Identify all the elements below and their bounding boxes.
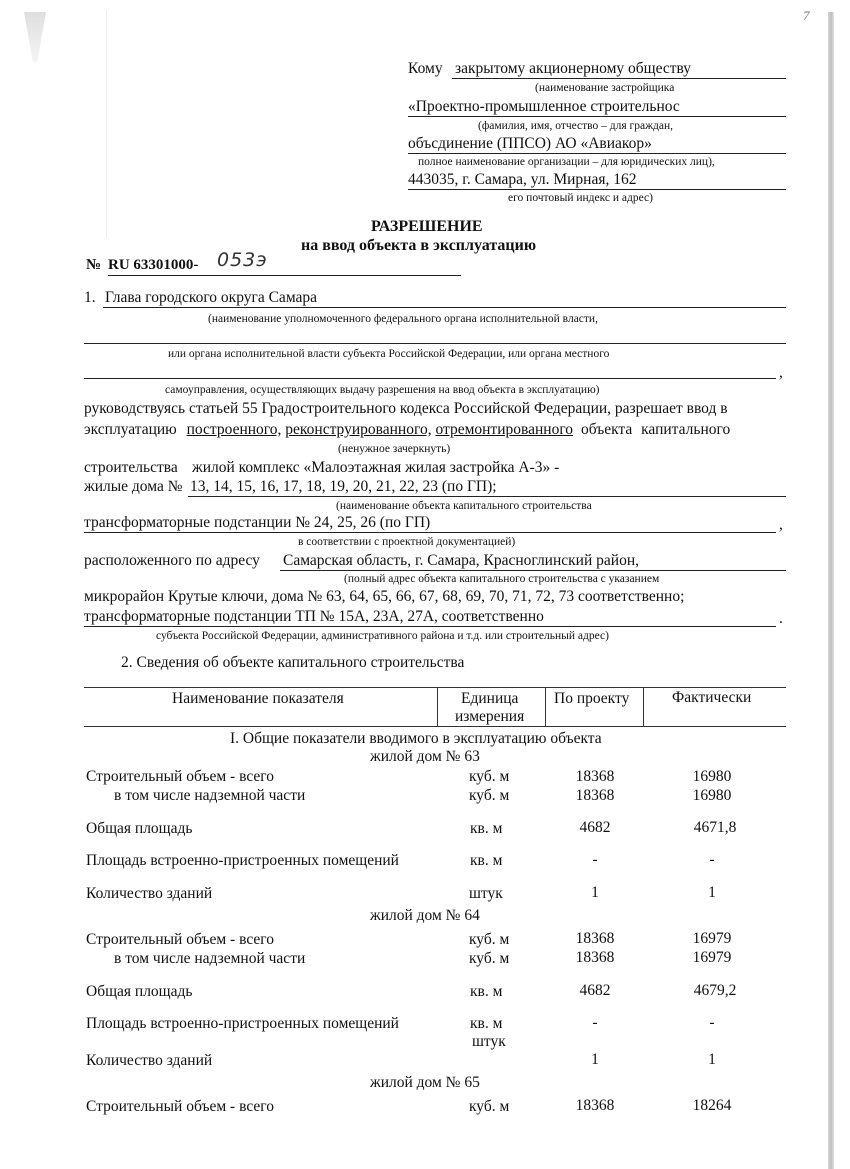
document-title: РАЗРЕШЕНИЕ [371, 218, 483, 235]
underline [103, 307, 786, 308]
underline [408, 116, 786, 117]
object-address-3: трансформаторные подстанции ТП № 15А, 23А, 27А, соответственно [84, 608, 544, 625]
hint-authority-3: самоуправления, осуществляющих выдачу разрешения на ввод объекта в эксплуатацию) [165, 384, 600, 396]
row-project: 18368 [575, 930, 615, 947]
header-indicator-name: Наименование показателя [172, 690, 344, 707]
hint-project-docs: в соответствии с проектной документацией) [298, 536, 516, 548]
underline [408, 153, 786, 154]
header-unit-2: измерения [455, 708, 525, 725]
row-project: 18368 [575, 787, 615, 804]
row-unit: куб. м [469, 787, 510, 804]
object-name-2: 13, 14, 15, 16, 17, 18, 19, 20, 21, 22, 23 (по ГП); [190, 478, 497, 495]
scan-smudge [24, 12, 46, 62]
address-prefix: расположенного по адресу [84, 552, 260, 569]
row-actual: 16980 [692, 768, 732, 785]
number-sign: № [86, 257, 102, 273]
row-actual: - [709, 1014, 715, 1031]
comma: , [779, 364, 783, 381]
hint-postal: его почтовый индекс и адрес) [508, 192, 653, 204]
underline [84, 532, 776, 533]
hint-name: (фамилия, имя, отчество – для граждан, [478, 120, 674, 132]
building-title: жилой дом № 64 [370, 907, 480, 924]
column-divider [643, 687, 644, 727]
underline [188, 496, 786, 497]
row-project: 4682 [579, 982, 611, 999]
hint-authority-2: или органа исполнительной власти субъекта Российской Федерации, или органа местного [168, 348, 610, 360]
row-unit: кв. м [470, 820, 503, 837]
underline [108, 275, 461, 276]
header-actual: Фактически [672, 689, 752, 706]
object-name-2-prefix: жилые дома № [84, 478, 183, 495]
row-actual: 1 [708, 1051, 716, 1068]
hint-strike-unneeded: (ненужное зачеркнуть) [338, 443, 451, 455]
hint-address-2: субъекта Российской Федерации, административного района и т.д. или строительный адрес) [156, 630, 609, 642]
row-project: 18368 [575, 768, 615, 785]
hint-address: (полный адрес объекта капитального строительства с указанием [344, 573, 660, 585]
row-unit: куб. м [469, 768, 510, 785]
row-project: 4682 [579, 819, 611, 836]
document-subtitle: на ввод объекта в эксплуатацию [301, 237, 537, 254]
underline [408, 189, 786, 190]
addressee-prefix: Кому [408, 60, 443, 77]
row-actual: 16979 [692, 949, 732, 966]
row-actual: - [709, 851, 715, 868]
section-2-title: 2. Сведения об объекте капитального строительства [121, 654, 465, 671]
row-actual: 16979 [692, 930, 732, 947]
page-number: 7 [803, 8, 810, 23]
underline [84, 343, 786, 344]
row-name: Общая площадь [86, 820, 193, 837]
row-actual: 4679,2 [693, 982, 737, 999]
row-unit: куб. м [469, 1098, 510, 1115]
addressee-line-2: «Проектно-промышленное строительнос [408, 98, 680, 115]
column-divider [437, 687, 438, 727]
row-name: Строительный объем - всего [86, 1098, 274, 1115]
row-project: 18368 [575, 949, 615, 966]
row-unit: кв. м [470, 983, 503, 1000]
row-name: Количество зданий [86, 1052, 213, 1069]
hint-org: полное наименование организации – для юридических лиц), [418, 156, 715, 168]
operation-text [84, 421, 730, 439]
legal-basis-text: руководствуясь статьей 55 Градостроительного кодекса Российской Федерации, разрешает ввод в [84, 400, 728, 417]
period: . [779, 610, 783, 627]
row-actual: 1 [708, 884, 716, 901]
issuing-authority: Глава городского округа Самара [105, 289, 318, 306]
underline [84, 378, 776, 379]
addressee-line-3: объсдинение (ППСО) АО «Авиакор» [408, 135, 652, 152]
comma: , [779, 516, 783, 533]
permit-number: RU 63301000- [108, 257, 199, 273]
row-project: 18368 [575, 1097, 615, 1114]
object-address-2: микрорайон Крутые ключи, дома № 63, 64, 65, 66, 67, 68, 69, 70, 71, 72, 73 соответственно; [84, 588, 685, 605]
row-name: в том числе надземной части [114, 950, 306, 967]
header-project: По проекту [554, 690, 630, 707]
row-project: - [592, 851, 598, 868]
row-unit: куб. м [469, 950, 510, 967]
hint-developer: (наименование застройщика [535, 82, 675, 94]
option-repaired: отремонтированного [435, 421, 574, 438]
row-name: Количество зданий [86, 885, 213, 902]
row-unit: куб. м [469, 931, 510, 948]
row-unit: штук [469, 885, 503, 902]
underline [452, 78, 786, 79]
group-title: I. Общие показатели вводимого в эксплуатацию объекта [230, 730, 602, 747]
section-1-label: 1. [84, 289, 96, 306]
row-name: Строительный объем - всего [86, 931, 274, 948]
row-name: Общая площадь [86, 983, 193, 1000]
building-title: жилой дом № 65 [370, 1074, 480, 1091]
scan-fold-line [106, 10, 107, 238]
operation-word: эксплуатацию [84, 421, 177, 438]
option-built: построенного, [186, 421, 282, 438]
row-unit-2: штук [472, 1033, 506, 1050]
row-actual: 18264 [692, 1097, 732, 1114]
underline [84, 626, 776, 627]
row-project: 1 [591, 1051, 599, 1068]
object-name-3: трансформаторные подстанции № 24, 25, 26 (по ГП) [84, 514, 431, 531]
hint-authority-1: (наименование уполномоченного федерального органа исполнительной власти, [208, 313, 598, 325]
row-name: Площадь встроенно-пристроенных помещений [86, 852, 399, 869]
building-title: жилой дом № 63 [370, 748, 480, 765]
addressee-address: 443035, г. Самара, ул. Мирная, 162 [408, 171, 637, 188]
row-project: - [592, 1014, 598, 1031]
row-name: Площадь встроенно-пристроенных помещений [86, 1015, 399, 1032]
object-word: объекта капитального [580, 421, 731, 438]
column-divider [545, 687, 546, 727]
option-reconstructed: реконструированного, [285, 421, 432, 438]
row-name: в том числе надземной части [114, 787, 306, 804]
row-name: Строительный объем - всего [86, 768, 274, 785]
row-unit: кв. м [470, 1015, 503, 1032]
hint-object: (наименование объекта капитального строительства [336, 500, 592, 512]
row-project: 1 [591, 884, 599, 901]
table-top-border [84, 687, 786, 688]
scan-edge [828, 12, 834, 1169]
row-unit: кв. м [470, 852, 503, 869]
addressee-line-1: закрытому акционерному обществу [455, 60, 692, 77]
object-address-1: Самарская область, г. Самара, Красноглинский район, [283, 552, 639, 569]
row-actual: 4671,8 [693, 819, 737, 836]
header-unit-1: Единица [461, 690, 519, 707]
object-prefix: строительства [84, 459, 178, 476]
object-name-1: жилой комплекс «Малоэтажная жилая застройка А-3» - [192, 459, 560, 476]
permit-number-handwritten: 053э [217, 249, 268, 271]
row-actual: 16980 [692, 787, 732, 804]
table-header-border [84, 726, 786, 727]
underline [280, 570, 786, 571]
